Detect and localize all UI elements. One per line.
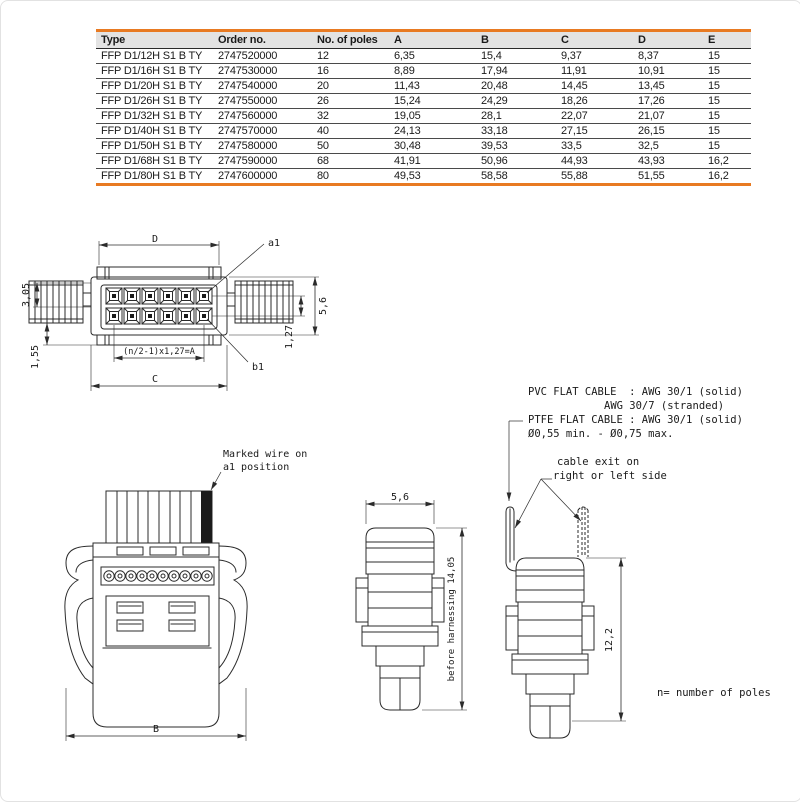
dim-label-3-05: 3,05	[21, 282, 32, 308]
table-cell: 24,29	[476, 94, 556, 109]
spec-table-header	[96, 31, 751, 49]
table-row	[96, 139, 751, 154]
dim-label-5-6: 5,6	[318, 296, 329, 316]
table-cell: 2747580000	[213, 139, 312, 154]
table-cell: 17,94	[476, 64, 556, 79]
table-cell: 16,2	[703, 154, 751, 169]
column-header: E	[703, 31, 751, 49]
table-cell: 80	[312, 169, 389, 185]
table-cell: 8,89	[389, 64, 476, 79]
table-cell: 33,18	[476, 124, 556, 139]
table-cell: 12	[312, 49, 389, 64]
table-cell: 26,15	[633, 124, 703, 139]
table-cell: 28,1	[476, 109, 556, 124]
table-cell: 15	[703, 94, 751, 109]
front-housing	[93, 543, 219, 727]
table-row	[96, 64, 751, 79]
table-cell: 32,5	[633, 139, 703, 154]
dim-label-1-27: 1,27	[284, 324, 295, 350]
table-row	[96, 154, 751, 169]
table-cell: FFP D1/26H S1 B TY	[96, 94, 213, 109]
table-cell: 17,26	[633, 94, 703, 109]
cable-note-pvc: PVC FLAT CABLE : AWG 30/1 (solid)	[528, 386, 743, 398]
column-header: No. of poles	[312, 31, 389, 49]
dim-label-pitch-formula: (n/2-1)x1,27=A	[123, 347, 195, 357]
cable-right-exit-dashed	[578, 507, 588, 557]
spec-table	[96, 29, 751, 186]
cable-left-exit	[506, 507, 516, 571]
table-cell: 2747520000	[213, 49, 312, 64]
table-cell: 51,55	[633, 169, 703, 185]
table-cell: 16	[312, 64, 389, 79]
table-cell: 32	[312, 109, 389, 124]
column-header: B	[476, 31, 556, 49]
table-cell: FFP D1/40H S1 B TY	[96, 124, 213, 139]
table-cell: 19,05	[389, 109, 476, 124]
dim-label-12-2: 12,2	[604, 627, 615, 653]
table-cell: 15	[703, 64, 751, 79]
table-cell: 15	[703, 79, 751, 94]
marked-wire-note-line1: Marked wire on	[223, 449, 308, 460]
table-cell: 2747570000	[213, 124, 312, 139]
column-header: D	[633, 31, 703, 49]
table-cell: 33,5	[556, 139, 633, 154]
table-row	[96, 124, 751, 139]
connector-front-view-drawing	[51, 436, 308, 771]
table-cell: 50	[312, 139, 389, 154]
table-cell: 26	[312, 94, 389, 109]
cable-exit-note-line1: cable exit on	[557, 456, 640, 468]
table-cell: FFP D1/16H S1 B TY	[96, 64, 213, 79]
table-cell: 15	[703, 124, 751, 139]
table-cell: 27,15	[556, 124, 633, 139]
dim-label-d: D	[151, 234, 159, 245]
contact-circles	[104, 571, 212, 581]
cable-exit-note-line2: right or left side	[553, 470, 667, 482]
table-cell: 2747530000	[213, 64, 312, 79]
ribbon-cable	[106, 491, 212, 543]
table-cell: 30,48	[389, 139, 476, 154]
table-cell: FFP D1/50H S1 B TY	[96, 139, 213, 154]
column-header: A	[389, 31, 476, 49]
dim-label-c: C	[151, 374, 159, 385]
table-cell: 2747600000	[213, 169, 312, 185]
table-cell: 15,24	[389, 94, 476, 109]
connector-body	[83, 267, 235, 345]
marked-wire	[201, 491, 212, 543]
dim-label-before-harnessing: before harnessing 14,05	[447, 556, 457, 682]
table-cell: 14,45	[556, 79, 633, 94]
table-cell: 44,93	[556, 154, 633, 169]
connector-side-view-drawing	[336, 486, 476, 741]
table-cell: 13,45	[633, 79, 703, 94]
table-cell: FFP D1/20H S1 B TY	[96, 79, 213, 94]
column-header: Type	[96, 31, 213, 49]
table-cell: 11,91	[556, 64, 633, 79]
table-cell: 15	[703, 139, 751, 154]
table-cell: 55,88	[556, 169, 633, 185]
dim-label-1-55: 1,55	[30, 344, 41, 370]
table-cell: 41,91	[389, 154, 476, 169]
table-cell: 2747540000	[213, 79, 312, 94]
table-cell: 49,53	[389, 169, 476, 185]
table-cell: 58,58	[476, 169, 556, 185]
cable-note-pvc-stranded: AWG 30/7 (stranded)	[604, 400, 725, 412]
table-row	[96, 49, 751, 64]
table-cell: 50,96	[476, 154, 556, 169]
dim-label-b: B	[152, 724, 160, 735]
table-cell: FFP D1/68H S1 B TY	[96, 154, 213, 169]
table-row	[96, 94, 751, 109]
contact-label-a1: a1	[268, 238, 281, 249]
cable-note-diameter: Ø0,55 min. - Ø0,75 max.	[528, 428, 674, 440]
table-cell: 40	[312, 124, 389, 139]
column-header: Order no.	[213, 31, 312, 49]
connector-top-view-drawing	[21, 229, 331, 405]
table-cell: 9,37	[556, 49, 633, 64]
table-cell: 16,2	[703, 169, 751, 185]
latch-slots	[117, 602, 195, 631]
table-cell: 39,53	[476, 139, 556, 154]
header-row	[96, 31, 751, 49]
column-header: C	[556, 31, 633, 49]
table-cell: 21,07	[633, 109, 703, 124]
table-cell: 15,4	[476, 49, 556, 64]
right-latch-wing	[219, 546, 247, 684]
table-cell: FFP D1/32H S1 B TY	[96, 109, 213, 124]
spec-table-body	[96, 49, 751, 185]
table-cell: 2747560000	[213, 109, 312, 124]
table-cell: FFP D1/12H S1 B TY	[96, 49, 213, 64]
contact-field	[106, 288, 212, 324]
table-cell: 18,26	[556, 94, 633, 109]
table-row	[96, 109, 751, 124]
cable-note-ptfe: PTFE FLAT CABLE : AWG 30/1 (solid)	[528, 414, 743, 426]
table-cell: 11,43	[389, 79, 476, 94]
poles-footnote: n= number of poles	[657, 687, 771, 699]
table-cell: 2747590000	[213, 154, 312, 169]
table-cell: 2747550000	[213, 94, 312, 109]
table-cell: 20	[312, 79, 389, 94]
table-cell: FFP D1/80H S1 B TY	[96, 169, 213, 185]
table-cell: 15	[703, 109, 751, 124]
side-housing	[356, 528, 444, 710]
table-cell: 24,13	[389, 124, 476, 139]
table-cell: 8,37	[633, 49, 703, 64]
dim-label-width-5-6: 5,6	[390, 492, 410, 503]
right-cable-clamp	[235, 281, 293, 323]
contact-label-b1: b1	[252, 362, 265, 373]
table-row	[96, 79, 751, 94]
table-cell: 22,07	[556, 109, 633, 124]
table-cell: 43,93	[633, 154, 703, 169]
table-cell: 20,48	[476, 79, 556, 94]
marked-wire-note-line2: a1 position	[223, 462, 290, 473]
left-latch-wing	[65, 546, 93, 684]
cable-exit-housing	[506, 558, 594, 738]
table-row	[96, 169, 751, 185]
table-cell: 6,35	[389, 49, 476, 64]
table-cell: 15	[703, 49, 751, 64]
table-cell: 68	[312, 154, 389, 169]
table-cell: 10,91	[633, 64, 703, 79]
